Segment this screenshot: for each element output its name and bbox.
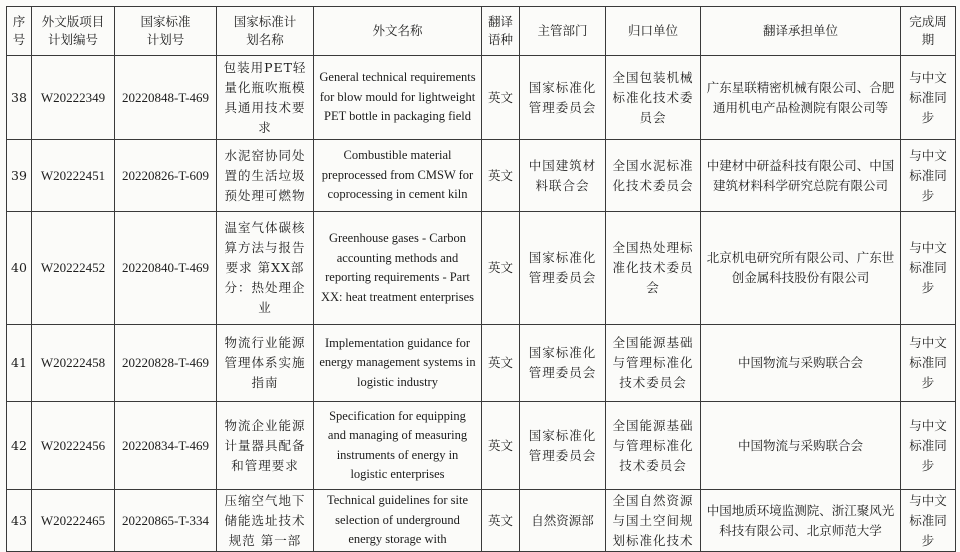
cell-national-name: 压缩空气地下储能选址技术规范 第一部 xyxy=(217,490,314,552)
cell-translator: 中建材中研益科技有限公司、中国建筑材料科学研究总院有限公司 xyxy=(701,140,901,212)
col-header-period: 完成周期 xyxy=(901,7,956,56)
standards-table xyxy=(6,6,956,552)
col-header-translator: 翻译承担单位 xyxy=(701,7,901,56)
col-header-national-plan-no: 国家标准计划号 xyxy=(115,7,217,56)
cell-dept: 中国建筑材料联合会 xyxy=(520,140,606,212)
cell-lang: 英文 xyxy=(482,212,520,325)
col-header-foreign-plan-no: 外文版项目计划编号 xyxy=(32,7,115,56)
cell-tc: 全国能源基础与管理标准化技术委员会 xyxy=(606,402,701,490)
cell-foreign-name: Specification for equipping and managing of measuring instruments of energy in logistic enterprises xyxy=(314,402,482,490)
cell-dept: 国家标准化管理委员会 xyxy=(520,402,606,490)
col-header-tc: 归口单位 xyxy=(606,7,701,56)
cell-lang: 英文 xyxy=(482,325,520,402)
cell-seq: 42 xyxy=(7,402,32,490)
cell-period: 与中文标准同步 xyxy=(901,212,956,325)
cell-foreign-plan-no: W20222465 xyxy=(32,490,115,552)
cell-tc: 全国自然资源与国土空间规划标准化技术 xyxy=(606,490,701,552)
cell-period: 与中文标准同步 xyxy=(901,56,956,140)
cell-national-name: 水泥窑协同处置的生活垃圾预处理可燃物 xyxy=(217,140,314,212)
cell-national-plan-no: 20220828-T-469 xyxy=(115,325,217,402)
col-header-dept: 主管部门 xyxy=(520,7,606,56)
cell-national-name: 温室气体碳核算方法与报告要求 第XX部分：热处理企业 xyxy=(217,212,314,325)
cell-foreign-name: Greenhouse gases - Carbon accounting methods and reporting requirements - Part XX: heat treatment enterprises xyxy=(314,212,482,325)
table-row xyxy=(7,325,956,402)
cell-translator: 北京机电研究所有限公司、广东世创金属科技股份有限公司 xyxy=(701,212,901,325)
cell-translator: 中国物流与采购联合会 xyxy=(701,402,901,490)
table-row xyxy=(7,56,956,140)
cell-national-plan-no: 20220848-T-469 xyxy=(115,56,217,140)
cell-lang: 英文 xyxy=(482,56,520,140)
table-row xyxy=(7,490,956,552)
col-header-national-name: 国家标准计划名称 xyxy=(217,7,314,56)
cell-tc: 全国包装机械标准化技术委员会 xyxy=(606,56,701,140)
cell-lang: 英文 xyxy=(482,402,520,490)
cell-translator: 广东星联精密机械有限公司、合肥通用机电产品检测院有限公司等 xyxy=(701,56,901,140)
col-header-seq: 序号 xyxy=(7,7,32,56)
cell-seq: 38 xyxy=(7,56,32,140)
cell-dept: 国家标准化管理委员会 xyxy=(520,56,606,140)
cell-foreign-plan-no: W20222452 xyxy=(32,212,115,325)
cell-period: 与中文标准同步 xyxy=(901,402,956,490)
cell-foreign-name: Combustible material preprocessed from CMSW for coprocessing in cement kiln xyxy=(314,140,482,212)
cell-dept: 自然资源部 xyxy=(520,490,606,552)
table-row xyxy=(7,140,956,212)
cell-foreign-name: Implementation guidance for energy management systems in logistic industry xyxy=(314,325,482,402)
cell-seq: 40 xyxy=(7,212,32,325)
cell-period: 与中文标准同步 xyxy=(901,325,956,402)
cell-national-plan-no: 20220865-T-334 xyxy=(115,490,217,552)
cell-national-name: 物流企业能源计量器具配备和管理要求 xyxy=(217,402,314,490)
cell-seq: 41 xyxy=(7,325,32,402)
cell-translator: 中国地质环境监测院、浙江聚风光科技有限公司、北京师范大学 xyxy=(701,490,901,552)
cell-period: 与中文标准同步 xyxy=(901,140,956,212)
header-row xyxy=(7,7,956,56)
cell-foreign-plan-no: W20222458 xyxy=(32,325,115,402)
cell-dept: 国家标准化管理委员会 xyxy=(520,325,606,402)
cell-foreign-name: Technical guidelines for site selection of underground energy storage with xyxy=(314,490,482,552)
cell-foreign-plan-no: W20222451 xyxy=(32,140,115,212)
cell-seq: 39 xyxy=(7,140,32,212)
table-row xyxy=(7,402,956,490)
cell-national-plan-no: 20220834-T-469 xyxy=(115,402,217,490)
cell-foreign-plan-no: W20222456 xyxy=(32,402,115,490)
cell-tc: 全国热处理标准化技术委员会 xyxy=(606,212,701,325)
col-header-foreign-name: 外文名称 xyxy=(314,7,482,56)
cell-national-name: 物流行业能源管理体系实施指南 xyxy=(217,325,314,402)
cell-lang: 英文 xyxy=(482,140,520,212)
cell-period: 与中文标准同步 xyxy=(901,490,956,552)
cell-national-plan-no: 20220840-T-469 xyxy=(115,212,217,325)
cell-national-plan-no: 20220826-T-609 xyxy=(115,140,217,212)
col-header-lang: 翻译语种 xyxy=(482,7,520,56)
table-row xyxy=(7,212,956,325)
cell-lang: 英文 xyxy=(482,490,520,552)
cell-foreign-plan-no: W20222349 xyxy=(32,56,115,140)
cell-tc: 全国能源基础与管理标准化技术委员会 xyxy=(606,325,701,402)
cell-seq: 43 xyxy=(7,490,32,552)
cell-foreign-name: General technical requirements for blow mould for lightweight PET bottle in packaging field xyxy=(314,56,482,140)
cell-dept: 国家标准化管理委员会 xyxy=(520,212,606,325)
cell-translator: 中国物流与采购联合会 xyxy=(701,325,901,402)
cell-tc: 全国水泥标准化技术委员会 xyxy=(606,140,701,212)
cell-national-name: 包装用PET轻量化瓶吹瓶模具通用技术要求 xyxy=(217,56,314,140)
